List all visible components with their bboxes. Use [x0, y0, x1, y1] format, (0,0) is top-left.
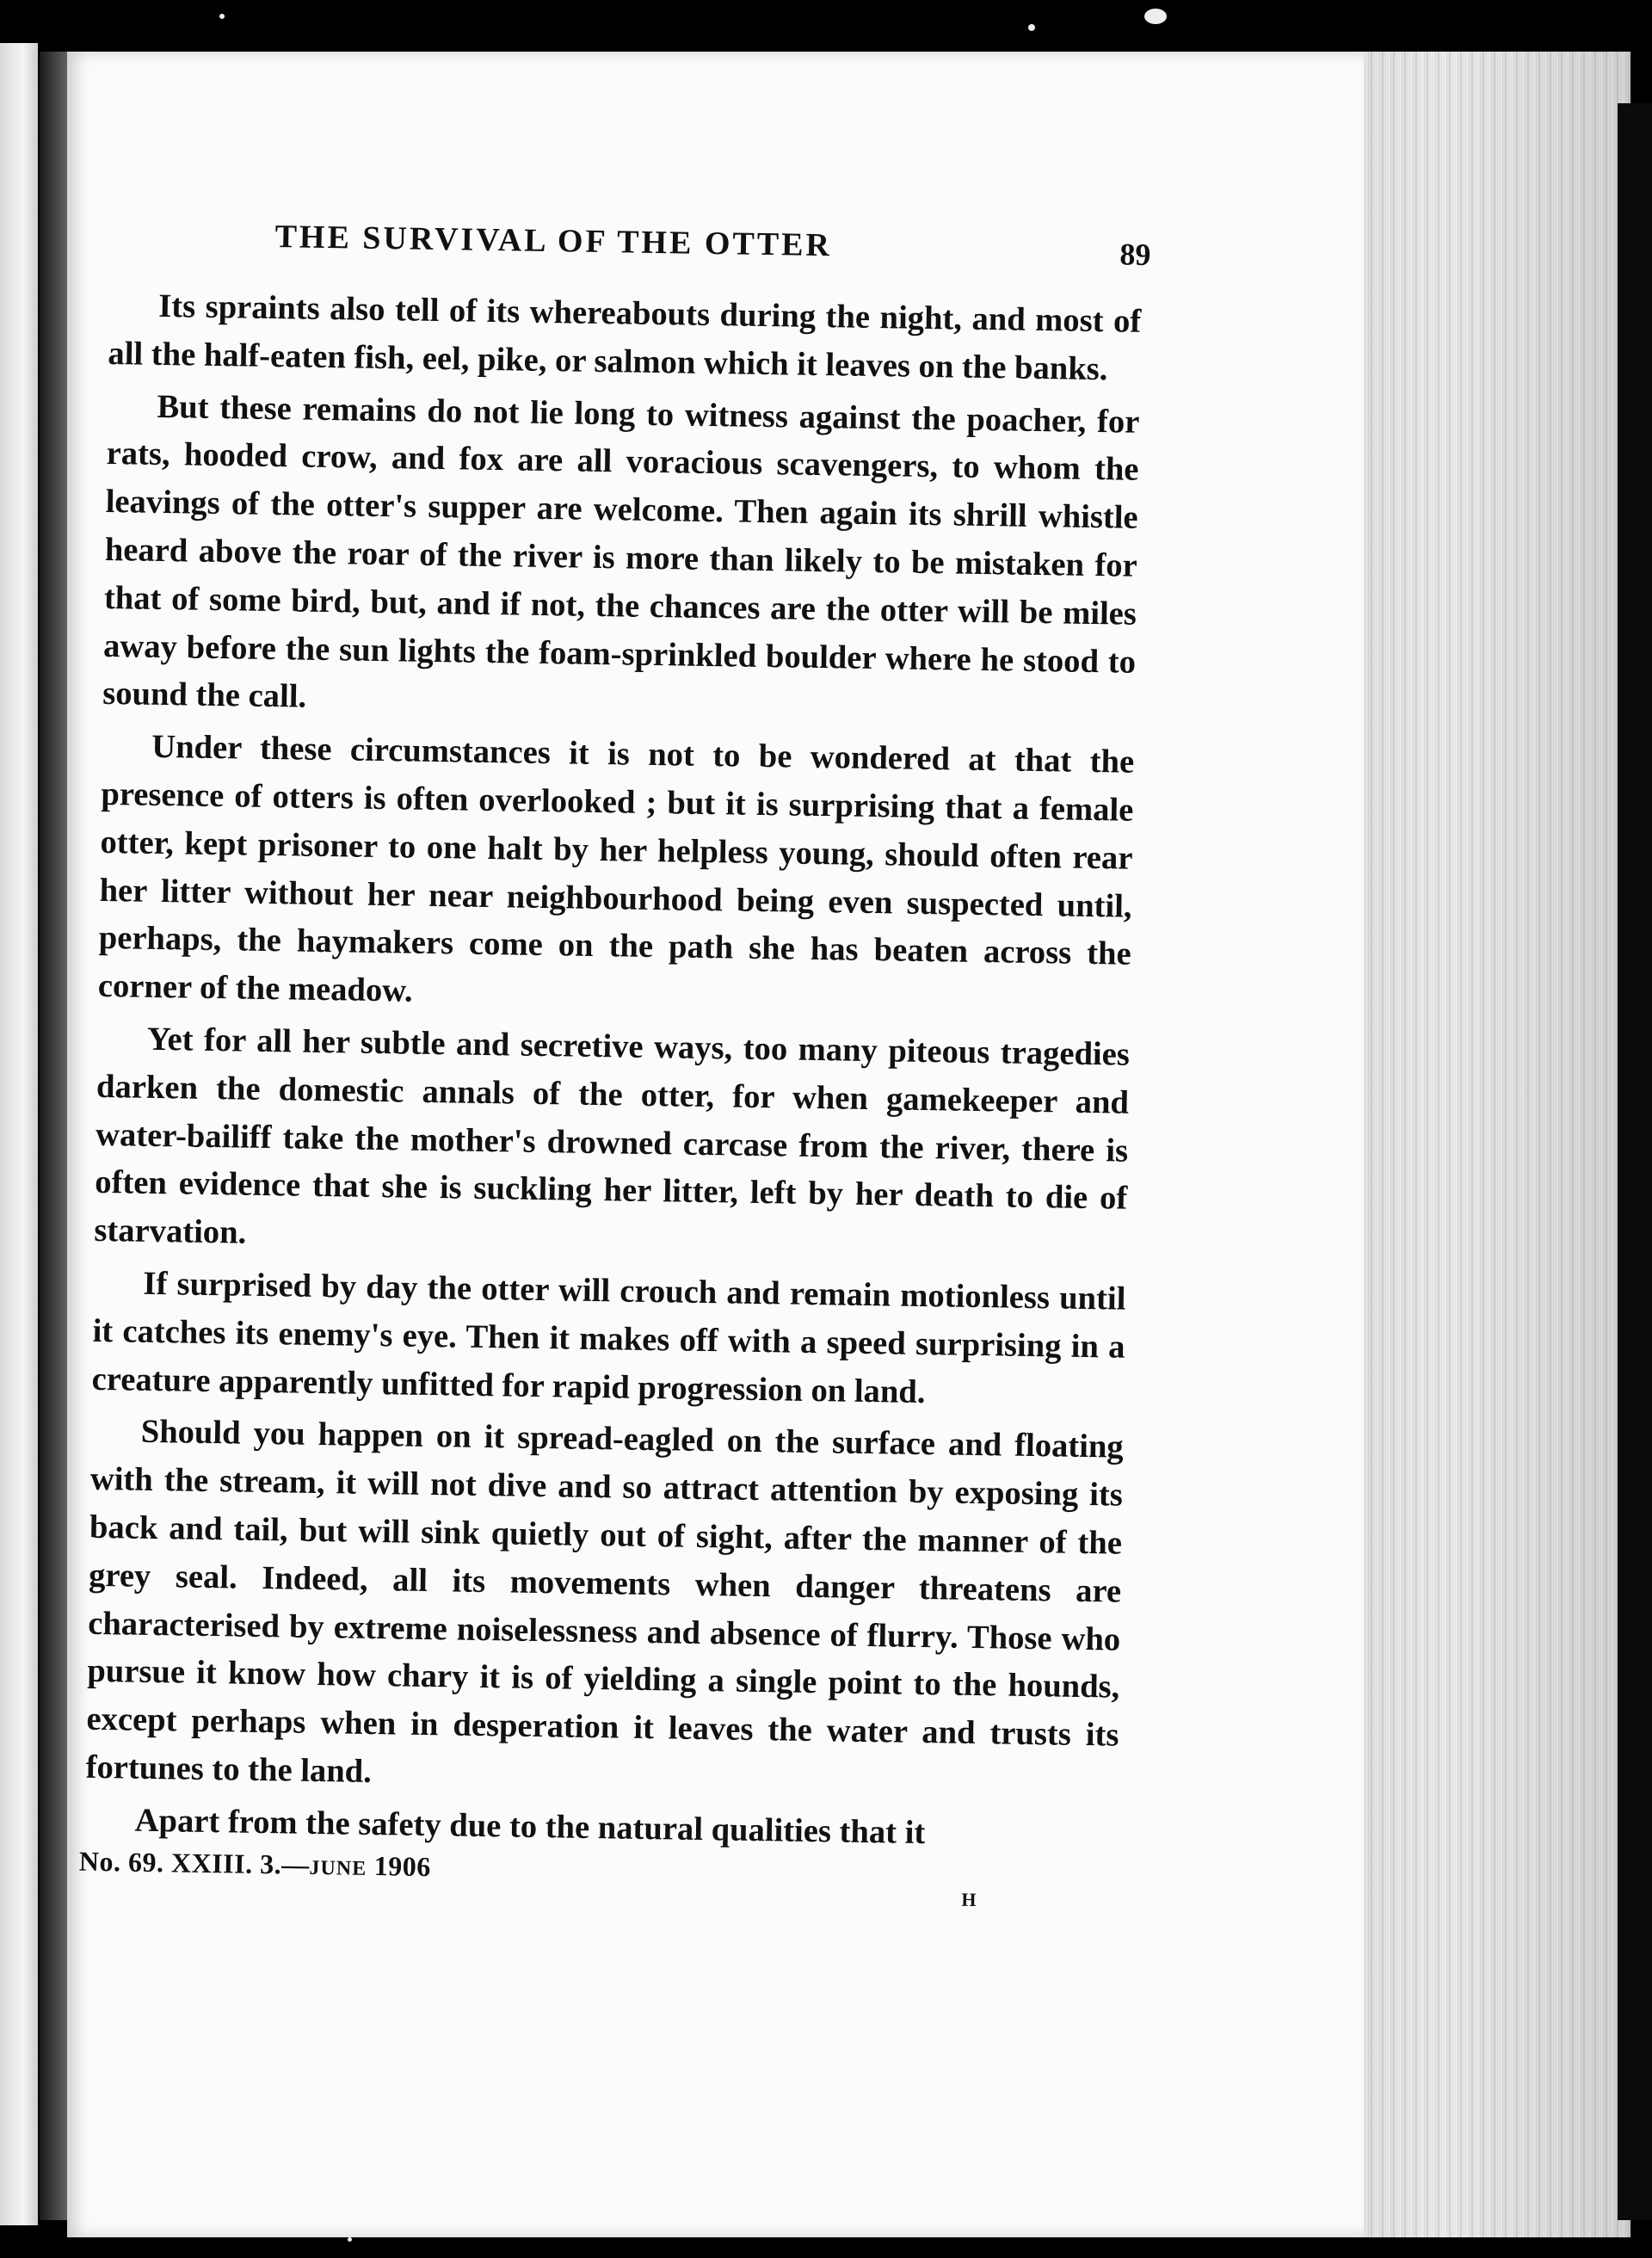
- running-title: THE SURVIVAL OF THE OTTER: [274, 219, 833, 264]
- dust-speck: [219, 14, 225, 19]
- dust-speck: [348, 2237, 352, 2242]
- signature-line: [79, 1845, 431, 1882]
- gathering-mark: H: [961, 1888, 977, 1910]
- paragraph: Its spraints also tell of its whereabouts during the night, and most of all the half-eaten fish, eel, pike, or salmon which it leaves on the banks.: [108, 287, 1142, 388]
- dust-speck: [1144, 9, 1167, 24]
- dust-speck: [1028, 24, 1035, 31]
- signature-year: 1906: [366, 1849, 432, 1882]
- previous-page-edge: [0, 43, 38, 2225]
- signature-month: JUNE: [309, 1856, 367, 1880]
- page-text: [78, 215, 1151, 1925]
- paragraph: Should you happen on it spread-eagled on the surface and floating with the stream, it will not dive and so attract attention by exposing its back and tail, but will sink quietly out of sight, after the manner of the grey seal. Indeed, all its movements when danger threatens are characterised by extreme noiselessness and absence of flurry. Those who pursue it know how chary it is of yielding a single point to the hounds, except perhaps when in desperation it leaves the water and trusts its fortunes to the land.: [85, 1414, 1124, 1790]
- paragraph: Yet for all her subtle and secretive ways, too many piteous tragedies darken the domestic annals of the otter, for when gamekeeper and water-bailiff take the mother's drowned carcase from the river, there is often evidence that she is suckling her litter, left by her death to die of starvation.: [94, 1021, 1131, 1251]
- paragraph: Under these circumstances it is not to be wondered at that the presence of otters is often overlooked ; but it is surprising that a female otter, kept prisoner to one halt by her helpless young, should often rear her litter without her near neighbourhood being even suspected until, perhaps, the haymakers come on the path she has beaten across the corner of the meadow.: [97, 729, 1135, 1009]
- gutter-shadow: [40, 52, 71, 2220]
- paragraph: If surprised by day the otter will crouch and remain motionless until it catches its enemy's eye. Then it makes off with a speed surprising in a creature apparently unfitted for rapid progression on land.: [91, 1265, 1126, 1410]
- paragraph: Apart from the safety due to the natural qualities that it: [134, 1802, 926, 1851]
- scan-border: [1618, 103, 1652, 2220]
- page-block-edges: [1364, 52, 1630, 2237]
- signature-prefix: No. 69. XXIII. 3.—: [78, 1845, 310, 1880]
- page-number: 89: [1119, 237, 1151, 273]
- paragraph: But these remains do not lie long to witness against the poacher, for rats, hooded crow, and fox are all voracious scavengers, to whom the leavings of the otter's supper are welcome. Then again its shrill whistle heard above the roar of the river is more than likely to be mistaken for that of some bird, but, and if not, the chances are the otter will be miles away before the sun lights the foam-sprinkled boulder where he stood to sound the call.: [102, 388, 1140, 716]
